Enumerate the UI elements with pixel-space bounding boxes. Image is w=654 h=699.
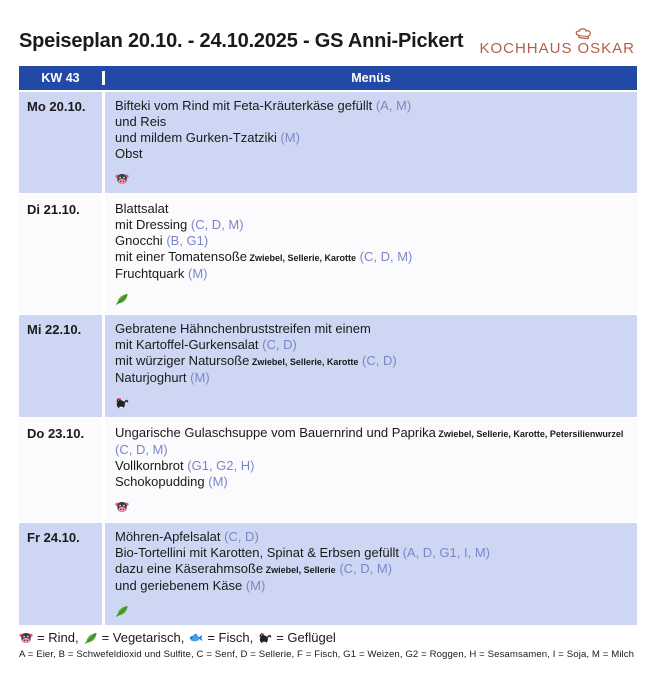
- day-label: Mi 22.10.: [19, 315, 105, 417]
- menu-line: [115, 249, 631, 266]
- dish-text: Bio-Tortellini mit Karotten, Spinat & Erbsen gefüllt: [115, 545, 399, 560]
- menu-line: [115, 321, 631, 337]
- dish-text: Schokopudding: [115, 474, 205, 489]
- legend: [19, 630, 637, 660]
- menu-line: [115, 114, 631, 130]
- legend-label: = Fisch,: [207, 630, 254, 645]
- menu-line: [115, 233, 631, 249]
- dish-text: mit Kartoffel-Gurkensalat: [115, 337, 259, 352]
- menu-line: [115, 578, 631, 594]
- cow-icon: [19, 631, 33, 645]
- day-label: Di 21.10.: [19, 195, 105, 313]
- menu-cell: [105, 92, 637, 193]
- dish-text: Naturjoghurt: [115, 370, 187, 385]
- legend-label: = Vegetarisch,: [101, 630, 185, 645]
- allergen-codes: (C, D, M): [335, 561, 393, 576]
- table-header-row: [19, 66, 637, 90]
- leaf-icon: [115, 292, 129, 306]
- allergen-codes: (M): [242, 578, 266, 593]
- menu-cell: [105, 419, 637, 521]
- page-title: Speiseplan 20.10. - 24.10.2025 - GS Anni-Pickert: [19, 30, 464, 52]
- legend-label: = Rind,: [37, 630, 79, 645]
- menu-line: [115, 458, 631, 474]
- logo-text-oskar: OSKAR: [577, 40, 635, 57]
- dish-text: mit würziger Natursoße: [115, 353, 250, 368]
- table-row-wednesday: [19, 315, 637, 417]
- allergen-codes: (A, D, G1, I, M): [398, 545, 490, 560]
- menu-line: [115, 370, 631, 386]
- ingredient-note: Zwiebel, Sellerie, Karotte: [247, 253, 357, 263]
- allergen-codes: (M): [184, 266, 208, 281]
- leaf-icon: [115, 604, 129, 618]
- menu-cell: [105, 315, 637, 417]
- dish-text: Vollkornbrot: [115, 458, 184, 473]
- dish-text: Blattsalat: [115, 201, 169, 216]
- menu-cell: [105, 523, 637, 625]
- dish-text: und geriebenem Käse: [115, 578, 243, 593]
- dish-text: dazu eine Käserahmsoße: [115, 561, 264, 576]
- dish-text: mit einer Tomatensoße: [115, 249, 247, 264]
- allergen-codes: (C, D, M): [115, 442, 168, 457]
- menu-table: [19, 66, 637, 625]
- dish-text: Möhren-Apfelsalat: [115, 529, 221, 544]
- menu-line: [115, 217, 631, 233]
- chef-hat-icon: [574, 26, 595, 42]
- menu-line: [115, 474, 631, 490]
- fish-icon: [189, 631, 203, 645]
- dish-text: Gnocchi: [115, 233, 163, 248]
- day-label: Mo 20.10.: [19, 92, 105, 193]
- allergen-codes: (M): [204, 474, 228, 489]
- dish-text: Obst: [115, 146, 143, 161]
- allergen-codes: (C, D, M): [356, 249, 413, 264]
- table-row-thursday: [19, 419, 637, 521]
- allergen-codes: (A, M): [372, 98, 412, 113]
- meat-type-legend: [19, 630, 637, 645]
- dish-text: Bifteki vom Rind mit Feta-Kräuterkäse gefüllt: [115, 98, 373, 113]
- allergen-key: A = Eier, B = Schwefeldioxid und Sulfite, C = Senf, D = Sellerie, F = Fisch, G1 = Weizen, G2 = Roggen, H = Sesamsamen, I = Soja, M = Milch: [19, 649, 635, 660]
- menu-line: [115, 442, 631, 458]
- ingredient-note: Zwiebel, Sellerie, Karotte, Petersilienwurzel: [435, 429, 624, 439]
- menu-line: [115, 425, 631, 442]
- rooster-icon: [258, 631, 272, 645]
- allergen-codes: (C, D, M): [187, 217, 244, 232]
- menu-cell: [105, 195, 637, 313]
- document-header: [19, 30, 637, 57]
- menu-line: [115, 266, 631, 282]
- cow-icon: [115, 172, 129, 186]
- allergen-codes: (B, G1): [162, 233, 209, 248]
- ingredient-note: Zwiebel, Sellerie, Karotte: [249, 357, 359, 367]
- allergen-codes: (G1, G2, H): [183, 458, 255, 473]
- menu-line: [115, 201, 631, 217]
- table-row-friday: [19, 523, 637, 625]
- menu-line: [115, 529, 631, 545]
- allergen-codes: (M): [186, 370, 210, 385]
- menu-line: [115, 353, 631, 370]
- allergen-codes: (M): [276, 130, 300, 145]
- table-row-tuesday: [19, 195, 637, 313]
- dish-text: Fruchtquark: [115, 266, 185, 281]
- dish-text: und Reis: [115, 114, 167, 129]
- dish-text: mit Dressing: [115, 217, 188, 232]
- kochhaus-oskar-logo: [479, 40, 637, 57]
- rooster-icon: [115, 396, 129, 410]
- leaf-icon: [84, 631, 98, 645]
- ingredient-note: Zwiebel, Sellerie: [263, 565, 336, 575]
- menu-line: [115, 98, 631, 114]
- logo-text-kochhaus: KOCHHAUS: [479, 40, 573, 57]
- allergen-codes: (C, D): [358, 353, 397, 368]
- legend-label: = Geflügel: [276, 630, 336, 645]
- dish-text: und mildem Gurken-Tzatziki: [115, 130, 277, 145]
- day-label: Fr 24.10.: [19, 523, 105, 625]
- menu-line: [115, 545, 631, 561]
- day-label: Do 23.10.: [19, 419, 105, 521]
- menu-line: [115, 146, 631, 162]
- week-header-cell: KW 43: [19, 71, 105, 85]
- allergen-codes: (C, D): [258, 337, 297, 352]
- dish-text: Gebratene Hähnchenbruststreifen mit einem: [115, 321, 371, 336]
- table-row-monday: [19, 92, 637, 193]
- allergen-codes: (C, D): [220, 529, 259, 544]
- menu-line: [115, 561, 631, 578]
- dish-text: Ungarische Gulaschsuppe vom Bauernrind und Paprika: [115, 425, 436, 440]
- menus-header-cell: Menüs: [351, 71, 391, 85]
- menu-line: [115, 130, 631, 146]
- menu-line: [115, 337, 631, 353]
- cow-icon: [115, 500, 129, 514]
